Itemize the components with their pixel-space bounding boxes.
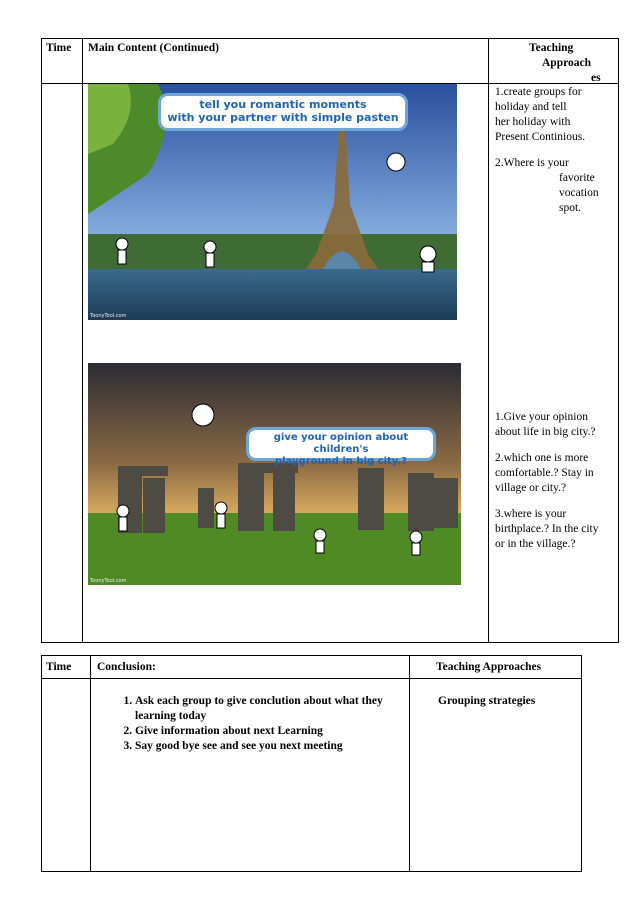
approach-line: 1.create groups for (495, 86, 582, 98)
approach-line: birthplace.? In the city (495, 523, 599, 535)
teaching-approaches-header-2: Teaching Approaches (436, 661, 542, 673)
approach-block-1 (495, 85, 617, 216)
banner-line: playground in big city.? (275, 456, 407, 467)
toonytool-watermark: ToonyTool.com (90, 578, 127, 584)
approach-line: holiday and tell (495, 101, 567, 113)
grouping-strategies: Grouping strategies (438, 695, 536, 707)
teaching-approaches-header (495, 41, 613, 86)
header-line: Teaching (529, 42, 574, 54)
opinion-banner (246, 427, 436, 467)
approach-line: or in the village.? (495, 538, 576, 550)
list-item: 1. Ask each group to give conclution about what they learning today (135, 694, 402, 724)
stonehenge-scene-illustration (88, 363, 461, 585)
header-line: Approach (542, 57, 591, 69)
conclusion-header: Conclusion: (97, 661, 156, 673)
approach-block-2 (495, 410, 617, 552)
approach-line: vocation (559, 187, 599, 199)
banner-line: give your opinion about children's (273, 432, 409, 455)
eiffel-tower-image (88, 84, 457, 320)
time-header-2: Time (46, 661, 72, 673)
conclusion-list (117, 694, 402, 754)
approach-line: spot. (559, 202, 582, 214)
list-item: 2. Give information about next Learning (135, 724, 402, 739)
banner-line: tell you romantic moments (199, 98, 367, 111)
time-header: Time (46, 42, 72, 54)
approach-line: 2.which one is more (495, 452, 589, 464)
approach-line: comfortable.? Stay in (495, 467, 594, 479)
romantic-banner (158, 93, 408, 131)
main-content-header: Main Content (Continued) (88, 42, 219, 54)
approach-line: 3.where is your (495, 508, 567, 520)
approach-line: about life in big city.? (495, 426, 596, 438)
approach-line: her holiday with (495, 116, 571, 128)
list-item: 3. Say good bye see and see you next meeting (135, 739, 402, 754)
approach-line: village or city.? (495, 482, 567, 494)
header-line: es (591, 72, 601, 84)
approach-line: 2.Where is your (495, 157, 569, 169)
approach-line: Present Continious. (495, 131, 586, 143)
stonehenge-image (88, 363, 461, 585)
approach-line: 1.Give your opinion (495, 411, 588, 423)
toonytool-watermark: ToonyTool.com (90, 313, 127, 319)
approach-line: favorite (559, 172, 595, 184)
banner-line: with your partner with simple pasten (167, 111, 399, 124)
